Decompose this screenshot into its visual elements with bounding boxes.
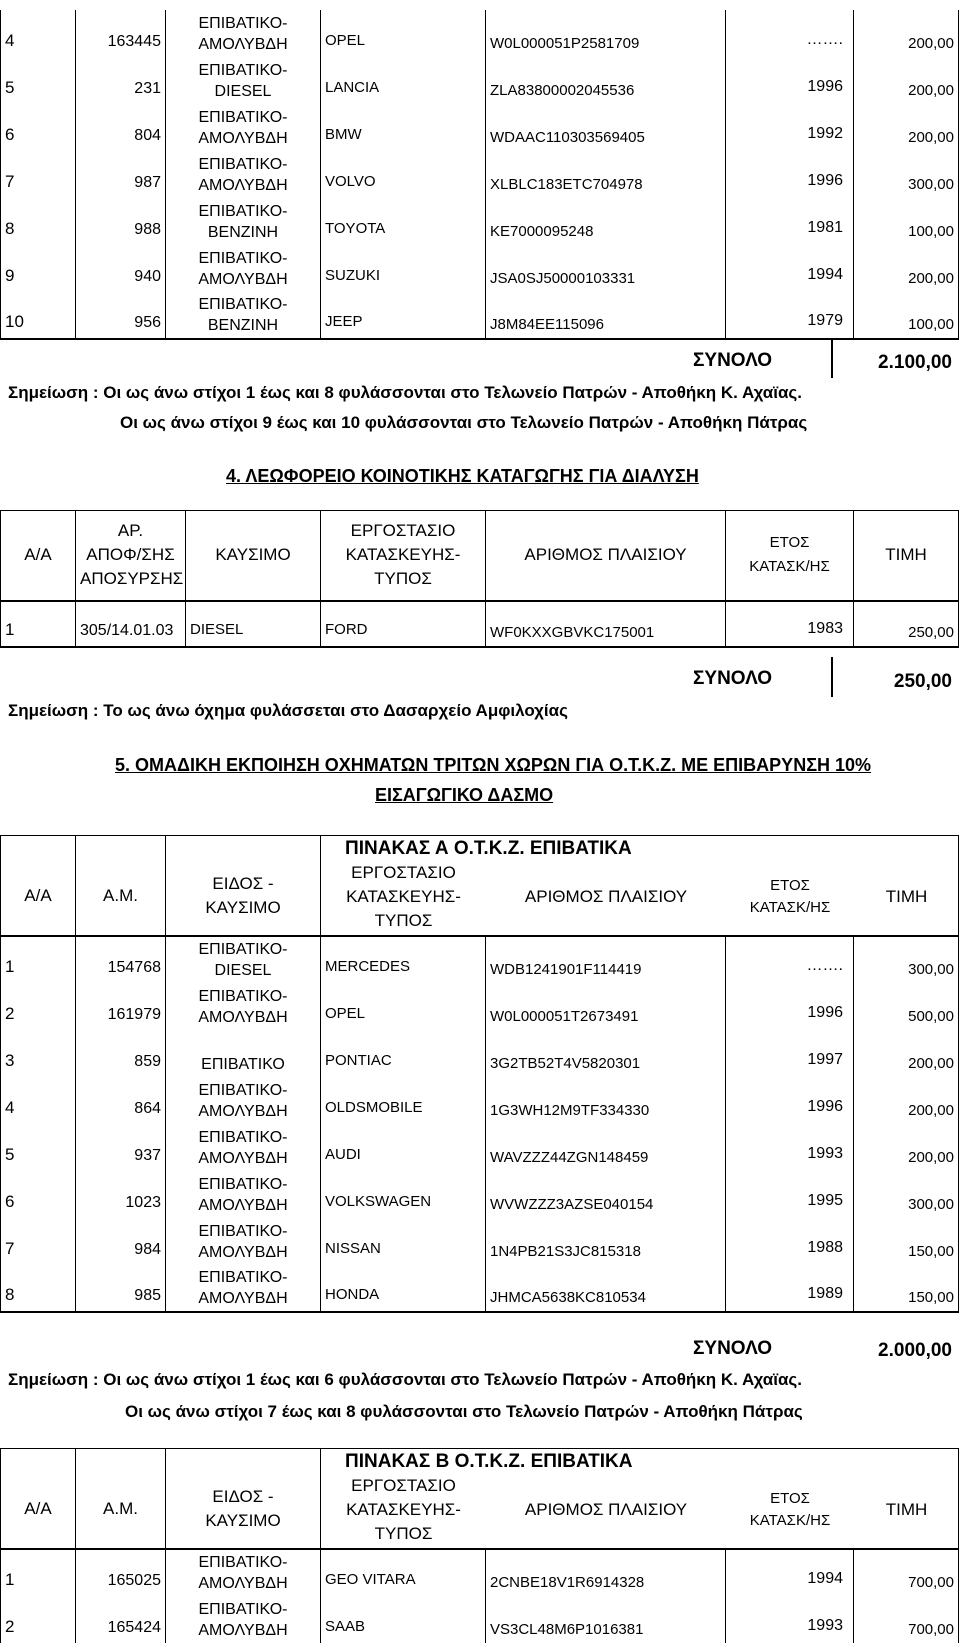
row-make: VOLVO bbox=[321, 151, 486, 198]
row-id: 165025 bbox=[76, 1549, 166, 1596]
table-row bbox=[1, 1171, 959, 1218]
section4-table bbox=[0, 510, 959, 648]
tableB-header-row bbox=[1, 1449, 959, 1549]
row-number: 4 bbox=[1, 1077, 76, 1124]
fuel-subtype: ΑΜΟΛΥΒΔΗ bbox=[198, 36, 288, 53]
row-number: 10 bbox=[1, 292, 76, 339]
table-row bbox=[1, 983, 959, 1030]
section3-note-1: Σημείωση : Οι ως άνω στίχοι 1 έως και 8 φυλάσσονται στο Τελωνείο Πατρών - Αποθήκη Κ. Αχαϊας. bbox=[8, 383, 802, 402]
header-vin: ΑΡΙΘΜΟΣ ΠΛΑΙΣΙΟΥ bbox=[524, 1500, 688, 1520]
row-price: 200,00 bbox=[854, 57, 959, 104]
header-vin: ΑΡΙΘΜΟΣ ΠΛΑΙΣΙΟΥ bbox=[486, 511, 726, 601]
row-id: 859 bbox=[76, 1030, 166, 1077]
row-make: SUZUKI bbox=[321, 245, 486, 292]
fuel-type: ΕΠΙΒΑΤΙΚΟ- bbox=[198, 62, 288, 79]
row-price: 150,00 bbox=[854, 1218, 959, 1265]
fuel-type: ΕΠΙΒΑΤΙΚΟ- bbox=[198, 1081, 288, 1099]
row-id: 154768 bbox=[76, 936, 166, 983]
row-make: VOLKSWAGEN bbox=[321, 1171, 486, 1218]
row-number: 5 bbox=[1, 57, 76, 104]
section3-total-label: ΣΥΝΟΛΟ bbox=[693, 350, 773, 371]
fuel-subtype: ΕΠΙΒΑΤΙΚΟ bbox=[201, 1055, 285, 1073]
row-fuel bbox=[166, 151, 321, 198]
tableA-header-row bbox=[1, 836, 959, 936]
section4-total-value: 250,00 bbox=[893, 671, 952, 692]
fuel-type: ΕΠΙΒΑΤΙΚΟ- bbox=[198, 1222, 288, 1240]
table-row bbox=[1, 1218, 959, 1265]
row-vin: W0L000051P2581709 bbox=[486, 10, 726, 57]
fuel-type: ΕΠΙΒΑΤΙΚΟ- bbox=[198, 156, 288, 173]
row-id: 864 bbox=[76, 1077, 166, 1124]
row-make: LANCIA bbox=[321, 57, 486, 104]
fuel-subtype: ΑΜΟΛΥΒΔΗ bbox=[198, 1149, 288, 1167]
header-price: ΤΙΜΗ bbox=[885, 1500, 928, 1520]
table-row bbox=[1, 936, 959, 983]
row-number: 1 bbox=[1, 936, 76, 983]
table-row: 1 305/14.01.03 DIESEL FORD WF0KXXGBVKC175001 1983 250,00 bbox=[1, 601, 959, 647]
section5-title-line2: ΕΙΣΑΓΩΓΙΚΟ ΔΑΣΜΟ bbox=[375, 785, 554, 805]
row-number: 8 bbox=[1, 1265, 76, 1312]
fuel-subtype: DIESEL bbox=[214, 83, 272, 100]
tableA-header-group bbox=[321, 836, 959, 936]
section3-note-2: Οι ως άνω στίχοι 9 έως και 10 φυλάσσονται στο Τελωνείο Πατρών - Αποθήκη Πάτρας bbox=[120, 413, 808, 432]
row-vin: WDB1241901F114419 bbox=[486, 936, 726, 983]
table-row bbox=[1, 1265, 959, 1312]
header-decision-number: ΑΡ. ΑΠΟΦ/ΣΗΣ ΑΠΟΣΥΡΣΗΣ bbox=[76, 511, 186, 601]
row-fuel bbox=[166, 1124, 321, 1171]
header-make: ΕΡΓΟΣΤΑΣΙΟ ΚΑΤΑΣΚΕΥΗΣ- ΤΥΠΟΣ bbox=[321, 511, 486, 601]
table-row bbox=[1, 104, 959, 151]
row-year: 1996 bbox=[726, 151, 854, 198]
table-row bbox=[1, 1030, 959, 1077]
fuel-subtype: ΑΜΟΛΥΒΔΗ bbox=[198, 1243, 288, 1261]
table-row bbox=[1, 1596, 959, 1643]
header-am: Α.Μ. bbox=[76, 836, 166, 936]
fuel-type: ΕΠΙΒΑΤΙΚΟ- bbox=[198, 250, 288, 267]
row-price: 100,00 bbox=[854, 198, 959, 245]
row-vin: JSA0SJ50000103331 bbox=[486, 245, 726, 292]
row-id: 988 bbox=[76, 198, 166, 245]
row-number: 2 bbox=[1, 983, 76, 1030]
tableB-caption: ΠΙΝΑΚΑΣ Β Ο.Τ.Κ.Ζ. ΕΠΙΒΑΤΙΚΑ bbox=[345, 1451, 633, 1473]
row-vin: VS3CL48M6P1016381 bbox=[486, 1596, 726, 1643]
row-price: 200,00 bbox=[854, 1030, 959, 1077]
header-aa: Α/Α bbox=[1, 836, 76, 936]
row-id: 165424 bbox=[76, 1596, 166, 1643]
header-aa: Α/Α bbox=[1, 1449, 76, 1549]
table-row bbox=[1, 1549, 959, 1596]
row-id: 985 bbox=[76, 1265, 166, 1312]
row-year: 1993 bbox=[726, 1124, 854, 1171]
header-year: ΕΤΟΣ ΚΑΤΑΣΚ/ΗΣ bbox=[726, 511, 854, 601]
row-vin: 3G2TB52T4V5820301 bbox=[486, 1030, 726, 1077]
table-row bbox=[1, 151, 959, 198]
row-year: 1996 bbox=[726, 1077, 854, 1124]
row-make: OPEL bbox=[321, 10, 486, 57]
header-make: ΕΡΓΟΣΤΑΣΙΟ ΚΑΤΑΣΚΕΥΗΣ- ΤΥΠΟΣ bbox=[346, 1476, 461, 1544]
fuel-subtype: ΑΜΟΛΥΒΔΗ bbox=[198, 1289, 288, 1307]
section4-total-label: ΣΥΝΟΛΟ bbox=[693, 668, 773, 689]
fuel-type: ΕΠΙΒΑΤΙΚΟ- bbox=[198, 109, 288, 126]
header-vin: ΑΡΙΘΜΟΣ ΠΛΑΙΣΙΟΥ bbox=[524, 887, 688, 907]
row-fuel bbox=[166, 1218, 321, 1265]
section3-table bbox=[0, 10, 959, 340]
row-fuel bbox=[166, 198, 321, 245]
table-row bbox=[1, 1077, 959, 1124]
fuel-type: ΕΠΙΒΑΤΙΚΟ- bbox=[198, 1268, 288, 1286]
row-vin: J8M84EE115096 bbox=[486, 292, 726, 339]
row-make: SAAB bbox=[321, 1596, 486, 1643]
row-make: JEEP bbox=[321, 292, 486, 339]
row-make: OLDSMOBILE bbox=[321, 1077, 486, 1124]
row-price: 200,00 bbox=[854, 1077, 959, 1124]
row-fuel bbox=[166, 983, 321, 1030]
row-make: GEO VITARA bbox=[321, 1549, 486, 1596]
row-fuel bbox=[166, 104, 321, 151]
row-year: 1996 bbox=[726, 983, 854, 1030]
section4-header-row bbox=[1, 511, 959, 601]
tableA-total-value: 2.000,00 bbox=[878, 1340, 952, 1361]
row-year: 1994 bbox=[726, 1549, 854, 1596]
fuel-subtype: ΑΜΟΛΥΒΔΗ bbox=[198, 1574, 288, 1592]
row-year: ……. bbox=[726, 10, 854, 57]
row-year: 1997 bbox=[726, 1030, 854, 1077]
tableA-note-2: Οι ως άνω στίχοι 7 έως και 8 φυλάσσονται στο Τελωνείο Πατρών - Αποθήκη Πάτρας bbox=[125, 1402, 803, 1421]
row-fuel bbox=[166, 10, 321, 57]
fuel-subtype: ΑΜΟΛΥΒΔΗ bbox=[198, 130, 288, 147]
row-price: 300,00 bbox=[854, 151, 959, 198]
row-vin: KE7000095248 bbox=[486, 198, 726, 245]
header-aa: Α/Α bbox=[1, 511, 76, 601]
fuel-type: ΕΠΙΒΑΤΙΚΟ- bbox=[198, 1600, 288, 1618]
fuel-subtype: ΑΜΟΛΥΒΔΗ bbox=[198, 177, 288, 194]
row-number: 8 bbox=[1, 198, 76, 245]
row-vin: 1N4PB21S3JC815318 bbox=[486, 1218, 726, 1265]
row-id: 1023 bbox=[76, 1171, 166, 1218]
row-price: 150,00 bbox=[854, 1265, 959, 1312]
section3-total-divider bbox=[831, 340, 833, 378]
row-number: 5 bbox=[1, 1124, 76, 1171]
row-price: 200,00 bbox=[854, 104, 959, 151]
row-id: 231 bbox=[76, 57, 166, 104]
row-price: 100,00 bbox=[854, 292, 959, 339]
tableA-caption: ΠΙΝΑΚΑΣ Α Ο.Τ.Κ.Ζ. ΕΠΙΒΑΤΙΚΑ bbox=[345, 838, 632, 860]
fuel-subtype: ΒΕΝΖΙΝΗ bbox=[207, 317, 279, 334]
row-price: 700,00 bbox=[854, 1596, 959, 1643]
row-fuel bbox=[166, 57, 321, 104]
row-make: HONDA bbox=[321, 1265, 486, 1312]
row-year: 1992 bbox=[726, 104, 854, 151]
table-row bbox=[1, 57, 959, 104]
header-price: ΤΙΜΗ bbox=[885, 887, 928, 907]
tableA-total-label: ΣΥΝΟΛΟ bbox=[693, 1338, 773, 1359]
row-price: 300,00 bbox=[854, 936, 959, 983]
row-id: 804 bbox=[76, 104, 166, 151]
row-vin: 2CNBE18V1R6914328 bbox=[486, 1549, 726, 1596]
row-price: 700,00 bbox=[854, 1549, 959, 1596]
row-fuel bbox=[166, 936, 321, 983]
fuel-subtype: DIESEL bbox=[214, 961, 272, 979]
table-row bbox=[1, 198, 959, 245]
row-id: 984 bbox=[76, 1218, 166, 1265]
fuel-type: ΕΠΙΒΑΤΙΚΟ- bbox=[198, 203, 288, 220]
section4-note: Σημείωση : Το ως άνω όχημα φυλάσσεται στο Δασαρχείο Αμφιλοχίας bbox=[8, 701, 568, 720]
row-make: AUDI bbox=[321, 1124, 486, 1171]
row-year: 1979 bbox=[726, 292, 854, 339]
row-id: 937 bbox=[76, 1124, 166, 1171]
row-vin: ZLA83800002045536 bbox=[486, 57, 726, 104]
row-number: 6 bbox=[1, 1171, 76, 1218]
row-year: 1993 bbox=[726, 1596, 854, 1643]
row-make: PONTIAC bbox=[321, 1030, 486, 1077]
section4-total-divider bbox=[831, 657, 833, 697]
row-id: 956 bbox=[76, 292, 166, 339]
row-make: TOYOTA bbox=[321, 198, 486, 245]
header-make: ΕΡΓΟΣΤΑΣΙΟ ΚΑΤΑΣΚΕΥΗΣ- ΤΥΠΟΣ bbox=[346, 863, 461, 931]
row-number: 6 bbox=[1, 104, 76, 151]
row-price: 500,00 bbox=[854, 983, 959, 1030]
fuel-subtype: ΑΜΟΛΥΒΔΗ bbox=[198, 271, 288, 288]
row-vin: WAVZZZ44ZGN148459 bbox=[486, 1124, 726, 1171]
row-make: OPEL bbox=[321, 983, 486, 1030]
row-year: 1996 bbox=[726, 57, 854, 104]
row-number: 9 bbox=[1, 245, 76, 292]
row-number: 7 bbox=[1, 1218, 76, 1265]
row-make: MERCEDES bbox=[321, 936, 486, 983]
row-year: ……. bbox=[726, 936, 854, 983]
fuel-subtype: ΑΜΟΛΥΒΔΗ bbox=[198, 1102, 288, 1120]
section4-title: 4. ΛΕΩΦΟΡΕΙΟ ΚΟΙΝΟΤΙΚΗΣ ΚΑΤΑΓΩΓΗΣ ΓΙΑ ΔΙΑΛΥΣΗ bbox=[226, 466, 699, 486]
tableB-header-group bbox=[321, 1449, 959, 1549]
header-fuel: ΚΑΥΣΙΜΟ bbox=[186, 511, 321, 601]
section3-total-value: 2.100,00 bbox=[878, 352, 952, 373]
row-number: 2 bbox=[1, 1596, 76, 1643]
fuel-subtype: ΑΜΟΛΥΒΔΗ bbox=[198, 1196, 288, 1214]
row-id: 163445 bbox=[76, 10, 166, 57]
fuel-type: ΕΠΙΒΑΤΙΚΟ- bbox=[198, 15, 288, 32]
row-make: BMW bbox=[321, 104, 486, 151]
row-number: 7 bbox=[1, 151, 76, 198]
row-fuel bbox=[166, 1077, 321, 1124]
fuel-type: ΕΠΙΒΑΤΙΚΟ- bbox=[198, 296, 288, 313]
fuel-type: ΕΠΙΒΑΤΙΚΟ- bbox=[198, 1128, 288, 1146]
row-price: 200,00 bbox=[854, 1124, 959, 1171]
fuel-subtype: ΒΕΝΖΙΝΗ bbox=[207, 224, 279, 241]
row-year: 1988 bbox=[726, 1218, 854, 1265]
header-year: ΕΤΟΣ ΚΑΤΑΣΚ/ΗΣ bbox=[749, 877, 831, 917]
row-id: 940 bbox=[76, 245, 166, 292]
header-fuel: ΕΙΔΟΣ - ΚΑΥΣΙΜΟ bbox=[166, 836, 321, 936]
row-number: 4 bbox=[1, 10, 76, 57]
table-row bbox=[1, 245, 959, 292]
row-vin: XLBLC183ETC704978 bbox=[486, 151, 726, 198]
header-fuel: ΕΙΔΟΣ - ΚΑΥΣΙΜΟ bbox=[166, 1449, 321, 1549]
row-number: 1 bbox=[1, 1549, 76, 1596]
row-year: 1994 bbox=[726, 245, 854, 292]
fuel-type: ΕΠΙΒΑΤΙΚΟ- bbox=[198, 1553, 288, 1571]
row-fuel bbox=[166, 1596, 321, 1643]
tableA-note-1: Σημείωση : Οι ως άνω στίχοι 1 έως και 6 φυλάσσονται στο Τελωνείο Πατρών - Αποθήκη Κ. Αχαϊας. bbox=[8, 1370, 802, 1389]
row-vin: WVWZZZ3AZSE040154 bbox=[486, 1171, 726, 1218]
row-year: 1989 bbox=[726, 1265, 854, 1312]
row-vin: WDAAC110303569405 bbox=[486, 104, 726, 151]
row-price: 200,00 bbox=[854, 245, 959, 292]
row-year: 1981 bbox=[726, 198, 854, 245]
header-year: ΕΤΟΣ ΚΑΤΑΣΚ/ΗΣ bbox=[749, 1490, 831, 1530]
fuel-subtype: ΑΜΟΛΥΒΔΗ bbox=[198, 1008, 288, 1026]
section5-title-line1: 5. ΟΜΑΔΙΚΗ ΕΚΠΟΙΗΣΗ ΟΧΗΜΑΤΩΝ ΤΡΙΤΩΝ ΧΩΡΩΝ ΓΙΑ Ο.Τ.Κ.Ζ. ΜΕ ΕΠΙΒΑΡΥΝΣΗ 10% bbox=[115, 755, 872, 775]
header-price: ΤΙΜΗ bbox=[854, 511, 959, 601]
header-am: Α.Μ. bbox=[76, 1449, 166, 1549]
row-price: 300,00 bbox=[854, 1171, 959, 1218]
fuel-type: ΕΠΙΒΑΤΙΚΟ- bbox=[198, 940, 288, 958]
row-price: 200,00 bbox=[854, 10, 959, 57]
row-make: NISSAN bbox=[321, 1218, 486, 1265]
fuel-type: ΕΠΙΒΑΤΙΚΟ- bbox=[198, 987, 288, 1005]
row-fuel bbox=[166, 1265, 321, 1312]
row-fuel bbox=[166, 245, 321, 292]
table-row bbox=[1, 1124, 959, 1171]
fuel-type: ΕΠΙΒΑΤΙΚΟ- bbox=[198, 1175, 288, 1193]
tableB bbox=[0, 1448, 959, 1643]
row-vin: 1G3WH12M9TF334330 bbox=[486, 1077, 726, 1124]
table-row bbox=[1, 292, 959, 339]
row-fuel bbox=[166, 1030, 321, 1077]
row-id: 161979 bbox=[76, 983, 166, 1030]
row-year: 1995 bbox=[726, 1171, 854, 1218]
table-row bbox=[1, 10, 959, 57]
row-id: 987 bbox=[76, 151, 166, 198]
row-vin: W0L000051T2673491 bbox=[486, 983, 726, 1030]
tableA bbox=[0, 835, 959, 1313]
fuel-subtype: ΑΜΟΛΥΒΔΗ bbox=[198, 1621, 288, 1639]
row-fuel bbox=[166, 1171, 321, 1218]
row-fuel bbox=[166, 1549, 321, 1596]
row-fuel bbox=[166, 292, 321, 339]
row-vin: JHMCA5638KC810534 bbox=[486, 1265, 726, 1312]
row-number: 3 bbox=[1, 1030, 76, 1077]
